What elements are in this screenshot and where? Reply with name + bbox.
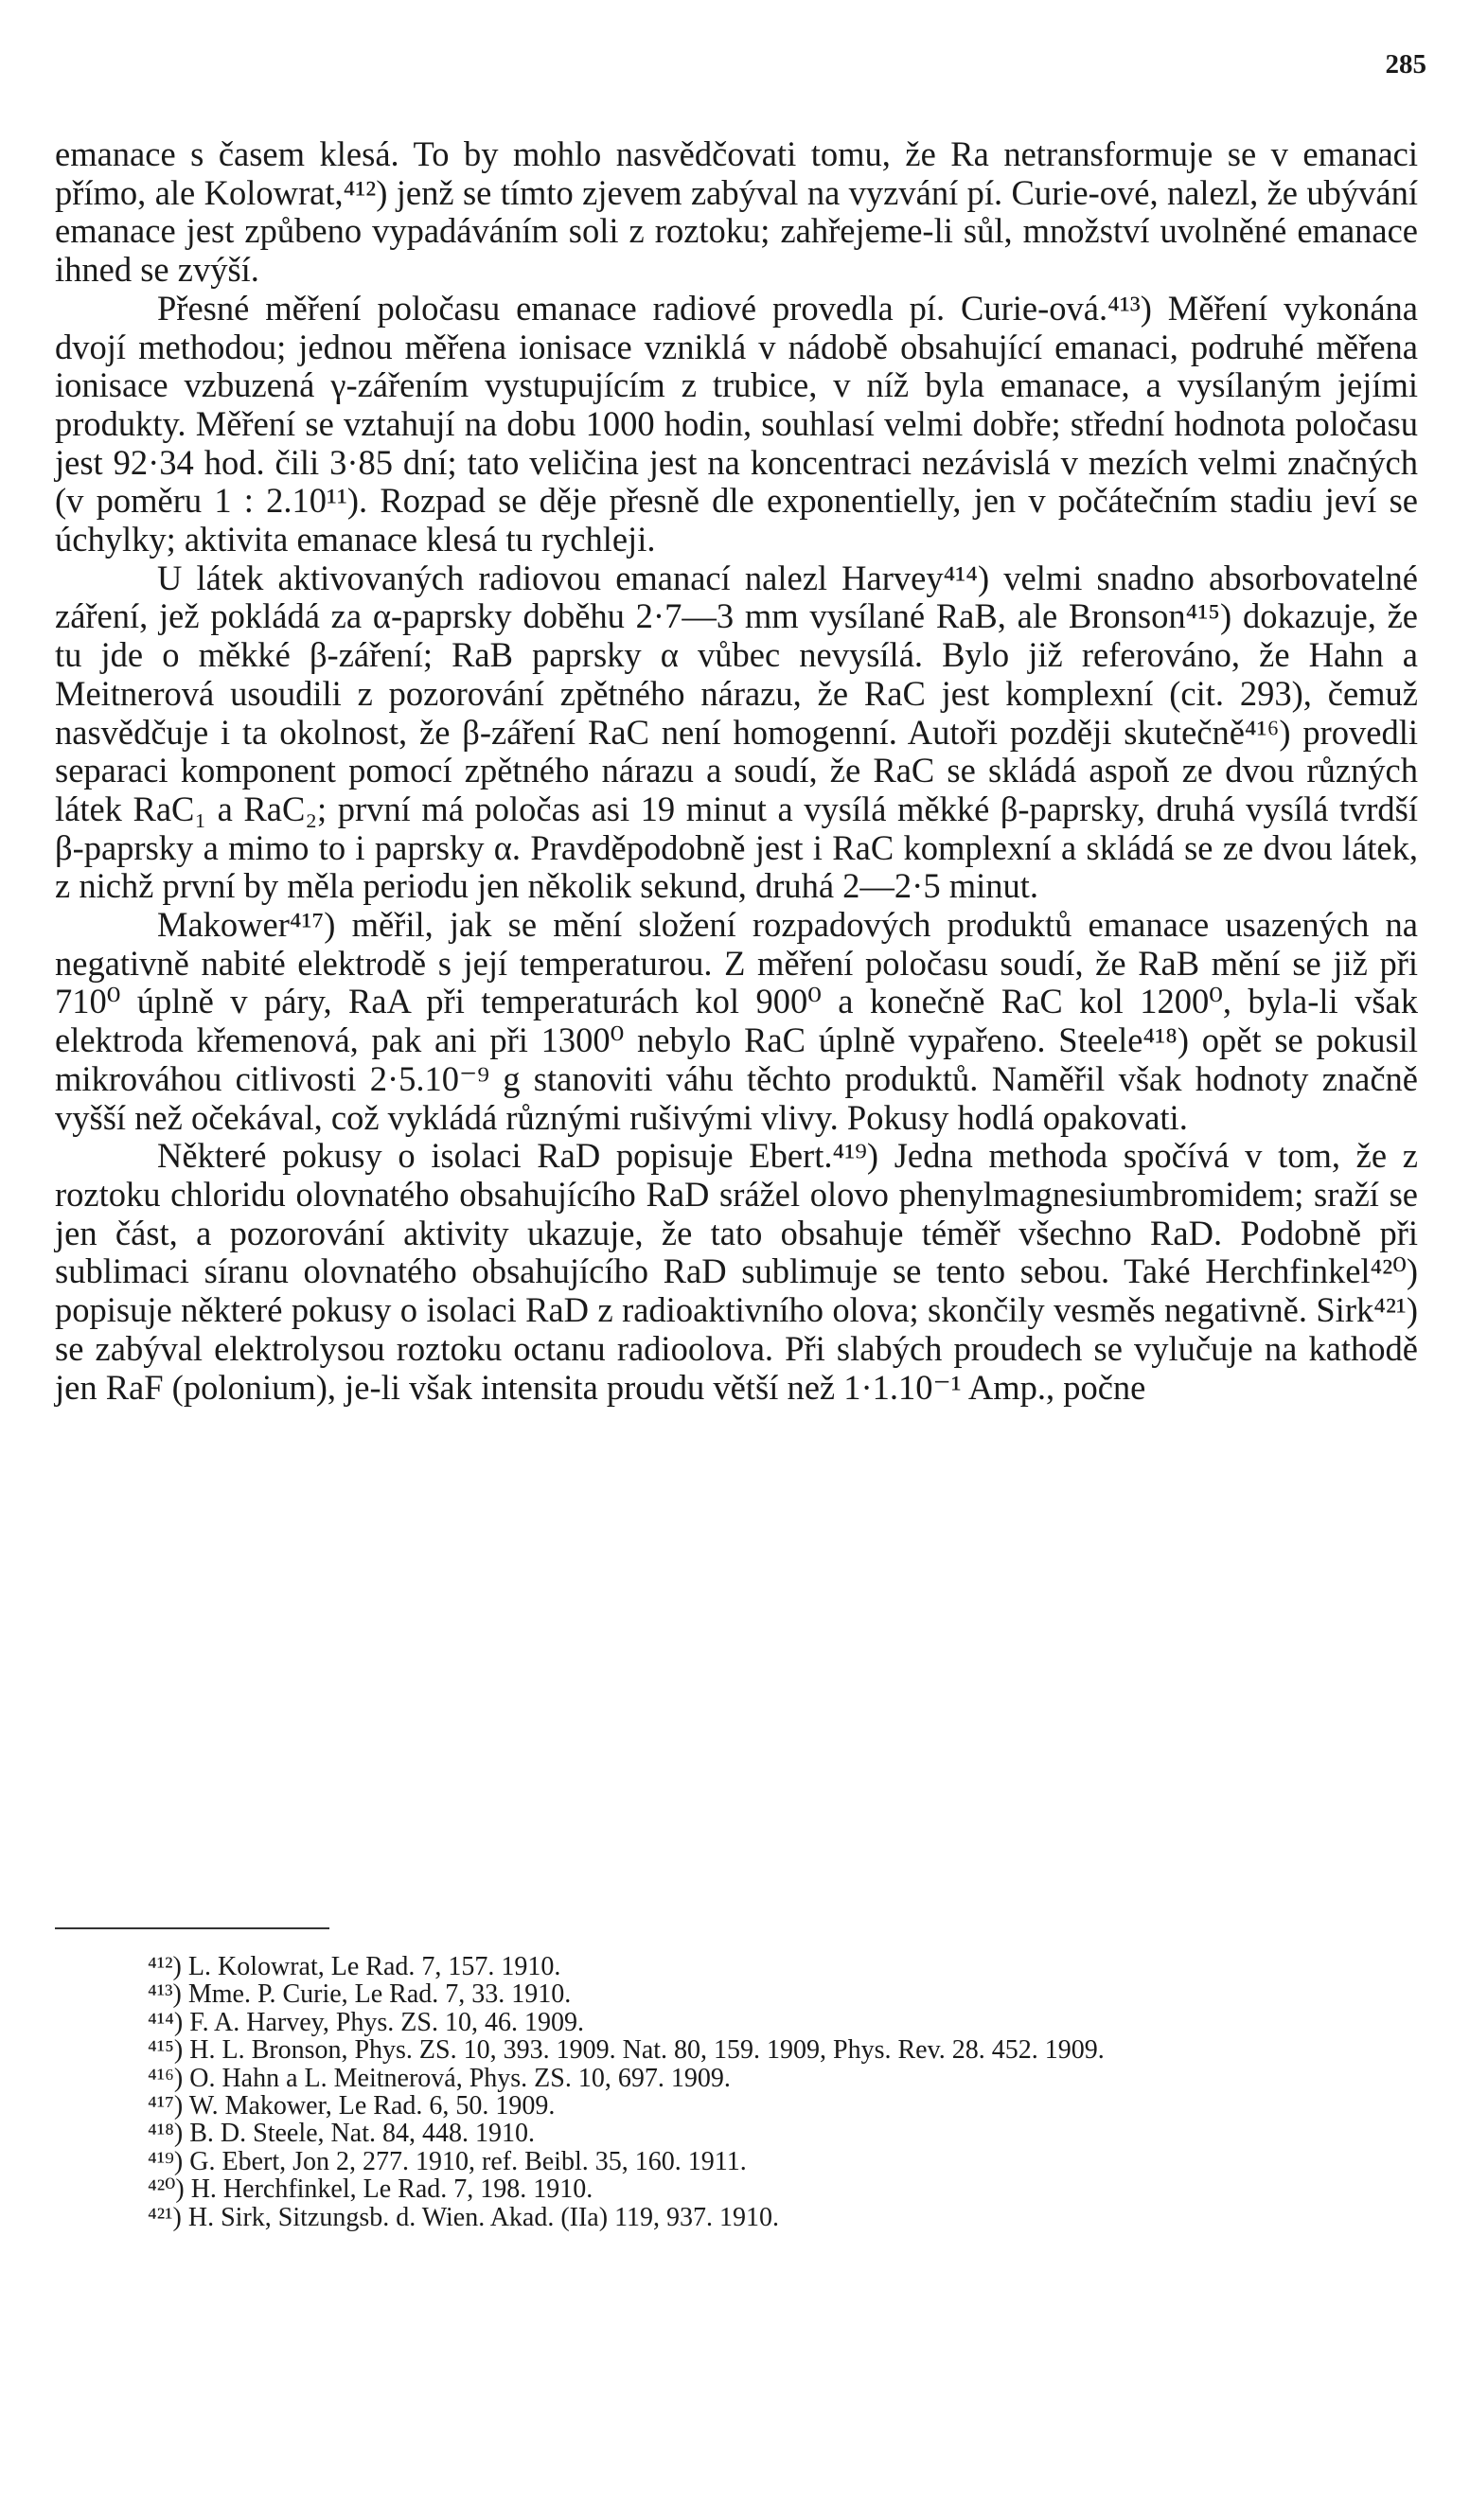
footnote: ⁴²¹) H. Sirk, Sitzungsb. d. Wien. Akad. (IIa) 119, 937. 1910. [148,2202,780,2232]
footnote: ⁴¹⁸) B. D. Steele, Nat. 84, 448. 1910. [148,2119,535,2149]
footnote: ⁴¹³) Mme. P. Curie, Le Rad. 7, 33. 1910. [148,1979,572,2010]
paragraph: emanace s časem klesá. To by mohlo nasvědčovati tomu, že Ra netransformuje se v emanaci přímo, ale Kolowrat,⁴¹²) jenž se tímto zjevem zabýval na vyzvání pí. Curie-ové, nalezl, že ubývání emanace jest způbeno vypadáváním soli z roztoku; zahřejeme-li sůl, množství uvolněné emanace ihned se zvýší. [55,134,1418,290]
footnote: ⁴¹⁴) F. A. Harvey, Phys. ZS. 10, 46. 1909. [148,2007,584,2037]
footnote: ⁴¹⁷) W. Makower, Le Rad. 6, 50. 1909. [148,2091,556,2121]
footnotes [55,1953,1418,2231]
paragraph: Některé pokusy o isolaci RaD popisuje Ebert.⁴¹⁹) Jedna methoda spočívá v tom, že z roztoku chloridu olovnatého obsahujícího RaD srážel olovo phenylmagnesiumbromidem; sraží se jen část, a pozorování aktivity ukazuje, že tato obsahuje téměř všechno RaD. Podobně při sublimaci síranu olovnatého obsahujícího RaD sublimuje se tento sebou. Také Herchfinkel⁴²⁰) popisuje některé pokusy o isolaci RaD z radioaktivního olova; skončily vesměs negativně. Sirk⁴²¹) se zabýval elektrolysou roztoku octanu radioolova. Při slabých proudech se vylučuje na kathodě jen RaF (polonium), je-li však intensita proudu větší než 1·1.10⁻¹ Amp., počne [55,1136,1418,1407]
paragraph: Přesné měření poločasu emanace radiové provedla pí. Curie-ová.⁴¹³) Měření vykonána dvojí methodou; jednou měřena ionisace vzniklá v nádobě obsahující emanaci, podruhé měřena ionisace vzbuzená γ-zářením vystupujícím z trubice, v níž byla emanace, a vysílaným jejími produkty. Měření se vztahují na dobu 1000 hodin, souhlasí velmi dobře; střední hodnota poločasu jest 92·34 hod. čili 3·85 dní; tato veličina jest na koncentraci nezávislá v mezích velmi značných (v poměru 1 : 2.10¹¹). Rozpad se děje přesně dle exponentielly, jen v počátečním stadiu jeví se úchylky; aktivita emanace klesá tu rychleji. [55,288,1418,559]
page-number: 285 [1385,49,1426,80]
footnote: ⁴¹⁹) G. Ebert, Jon 2, 277. 1910, ref. Beibl. 35, 160. 1911. [148,2146,747,2176]
footnote: ⁴¹⁵) H. L. Bronson, Phys. ZS. 10, 393. 1909. Nat. 80, 159. 1909, Phys. Rev. 28. 452. 1909. [148,2035,1105,2066]
footnote: ⁴²⁰) H. Herchfinkel, Le Rad. 7, 198. 1910. [148,2174,593,2205]
body-text [55,135,1418,1407]
footnote: ⁴¹²) L. Kolowrat, Le Rad. 7, 157. 1910. [148,1952,561,1981]
footnote-separator [55,1927,329,1929]
paragraph: Makower⁴¹⁷) měřil, jak se mění složení rozpadových produktů emanace usazených na negativně nabité elektrodě s její temperaturou. Z měření poločasu soudí, že RaB mění se již při 710⁰ úplně v páry, RaA při temperaturách kol 900⁰ a konečně RaC kol 1200⁰, byla-li však elektroda křemenová, pak ani při 1300⁰ nebylo RaC úplně vypařeno. Steele⁴¹⁸) opět se pokusil mikrováhou citlivosti 2·5.10⁻⁹ g stanoviti váhu těchto produktů. Naměřil však hodnoty značně vyšší než očekával, což vykládá různými rušivými vlivy. Pokusy hodlá opakovati. [55,905,1418,1137]
footnote: ⁴¹⁶) O. Hahn a L. Meitnerová, Phys. ZS. 10, 697. 1909. [148,2063,731,2093]
paragraph: U látek aktivovaných radiovou emanací nalezl Harvey⁴¹⁴) velmi snadno absorbovatelné záření, jež pokládá za α-paprsky doběhu 2·7—3 mm vysílané RaB, ale Bronson⁴¹⁵) dokazuje, že tu jde o měkké β-záření; RaB paprsky α vůbec nevysílá. Bylo již referováno, že Hahn a Meitnerová usoudili z pozorování zpětného nárazu, že RaC jest komplexní (cit. 293), čemuž nasvědčuje i ta okolnost, že β-záření RaC není homogenní. Autoři později skutečně⁴¹⁶) provedli separaci komponent pomocí zpětného nárazu a soudí, že RaC se skládá aspoň ze dvou různých látek RaC₁ a RaC₂; první má poločas asi 19 minut a vysílá měkké β-paprsky, druhá vysílá tvrdší β-paprsky a mimo to i paprsky α. Pravděpodobně jest i RaC komplexní a skládá se ze dvou látek, z nichž první by měla periodu jen několik sekund, druhá 2—2·5 minut. [55,558,1418,906]
